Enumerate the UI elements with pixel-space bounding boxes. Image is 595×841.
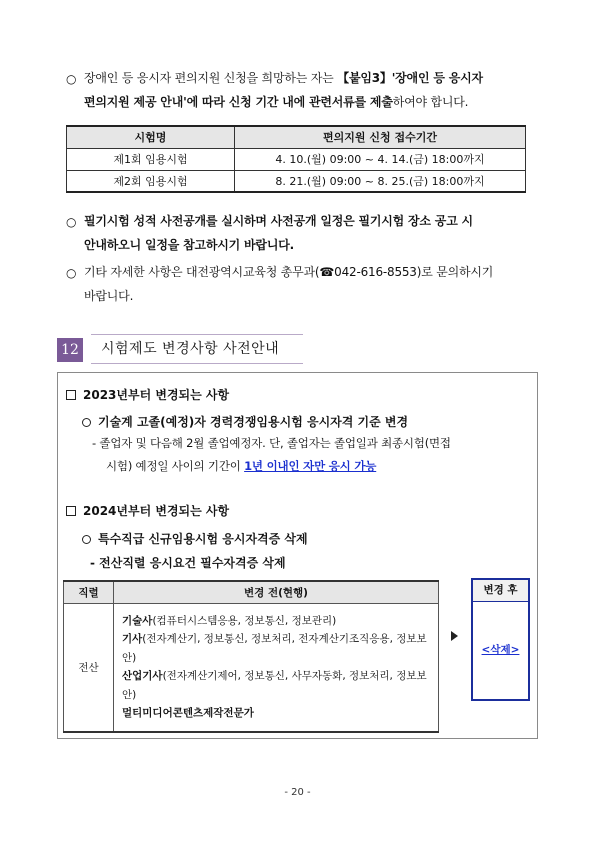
after-change-value	[473, 642, 528, 657]
notice2-bullet: ○	[66, 215, 77, 229]
qualification-table	[63, 580, 439, 733]
qual-line	[122, 704, 430, 723]
changes-2023-item	[82, 413, 408, 430]
qual-line-bold: 기사	[122, 633, 143, 645]
qual-line	[122, 630, 430, 667]
schedule-cell-exam: 제1회 임용시험	[67, 148, 235, 170]
eligibility-highlight-link: 1년 이내인 자만 응시 가능	[244, 459, 377, 473]
schedule-cell-exam: 제2회 임용시험	[67, 170, 235, 192]
notice2-line2: 안내하오니 일정을 참고하시기 바랍니다.	[84, 238, 294, 252]
qual-line-rest: (컴퓨터시스템응용, 정보통신, 정보관리)	[152, 614, 337, 627]
qual-line	[122, 612, 430, 631]
notice3-text	[84, 260, 544, 308]
changes-2023-detail-line2	[92, 455, 532, 478]
circle-bullet-icon	[82, 418, 91, 427]
changes-2023-header	[66, 386, 229, 403]
checkbox-square-icon	[66, 390, 76, 400]
table-row	[67, 170, 526, 192]
qual-header-job: 직렬	[64, 581, 114, 603]
notice1-bullet: ○	[66, 72, 77, 86]
changes-2024-item-text: 특수직급 신규임용시험 응시자격증 삭제	[98, 532, 308, 546]
section-number: 12	[57, 338, 83, 362]
notice1-line1-bold: 【붙임3】'장애인 등 응시자	[337, 71, 483, 85]
checkbox-square-icon	[66, 506, 76, 516]
changes-2023-detail-line2-pre: 시험) 예정일 사이의 기간이	[106, 459, 245, 473]
notice1-text	[84, 66, 534, 114]
changes-2023-header-text: 2023년부터 변경되는 사항	[83, 388, 230, 402]
changes-2023-detail	[92, 432, 532, 478]
qual-list-cell	[114, 603, 439, 732]
after-change-box	[471, 578, 530, 701]
changes-2024-item	[82, 530, 308, 547]
section-title: 시험제도 변경사항 사전안내	[91, 334, 303, 364]
page-number: - 20 -	[284, 787, 311, 798]
qual-line-rest: (전자계산기제어, 정보통신, 사무자동화, 정보처리, 정보보안)	[122, 670, 427, 701]
changes-2023-item-text: 기술계 고졸(예정)자 경력경쟁임용시험 응시자격 기준 변경	[98, 415, 409, 429]
notice1-line2-post: 하여야 합니다.	[392, 95, 469, 109]
notice3-line2: 바랍니다.	[84, 289, 134, 303]
schedule-table	[66, 125, 526, 193]
schedule-cell-period: 8. 21.(월) 09:00 ~ 8. 25.(금) 18:00까지	[235, 170, 526, 192]
arrow-right-icon	[451, 631, 458, 641]
changes-2024-sub: - 전산직렬 응시요건 필수자격증 삭제	[90, 556, 286, 570]
qual-header-row	[64, 581, 439, 603]
changes-2023-detail-line1: - 졸업자 및 다음해 2월 졸업예정자. 단, 졸업자는 졸업일과 최종시험(면접	[92, 436, 451, 450]
schedule-header-exam: 시험명	[67, 126, 235, 148]
qual-line-bold: 멀티미디어콘텐츠제작전문가	[122, 707, 254, 719]
notice3-bullet: ○	[66, 266, 77, 280]
notice2-line1: 필기시험 성적 사전공개를 실시하며 사전공개 일정은 필기시험 장소 공고 시	[84, 214, 473, 228]
schedule-header-period: 편의지원 신청 접수기간	[235, 126, 526, 148]
notice1-line2	[84, 90, 534, 114]
qual-job-cell: 전산	[64, 603, 114, 732]
schedule-cell-period: 4. 10.(월) 09:00 ~ 4. 14.(금) 18:00까지	[235, 148, 526, 170]
after-change-value-text: <삭제>	[481, 644, 520, 656]
schedule-header-row	[67, 126, 526, 148]
notice3-line1: 기타 자세한 사항은 대전광역시교육청 총무과(☎042-616-8553)로 문의하시기	[84, 265, 494, 279]
circle-bullet-icon	[82, 535, 91, 544]
qual-line	[122, 667, 430, 704]
changes-2024-header-text: 2024년부터 변경되는 사항	[83, 504, 230, 518]
qual-line-bold: 기술사	[122, 614, 153, 627]
qual-line-bold: 산업기사	[122, 670, 163, 682]
changes-2024-header	[66, 502, 229, 519]
notice1-line1-pre: 장애인 등 응시자 편의지원 신청을 희망하는 자는	[84, 71, 338, 85]
table-row	[67, 148, 526, 170]
after-change-header: 변경 후	[473, 580, 528, 602]
qual-header-before: 변경 전(현행)	[114, 581, 439, 603]
notice2-text	[84, 209, 544, 257]
qual-line-rest: (전자계산기, 정보통신, 정보처리, 전자계산기조직응용, 정보보안)	[122, 633, 427, 664]
table-row	[64, 603, 439, 732]
notice1-line2-bold: 편의지원 제공 안내'에 따라 신청 기간 내에 관련서류를 제출	[84, 95, 393, 109]
notice1-line1	[84, 66, 534, 90]
